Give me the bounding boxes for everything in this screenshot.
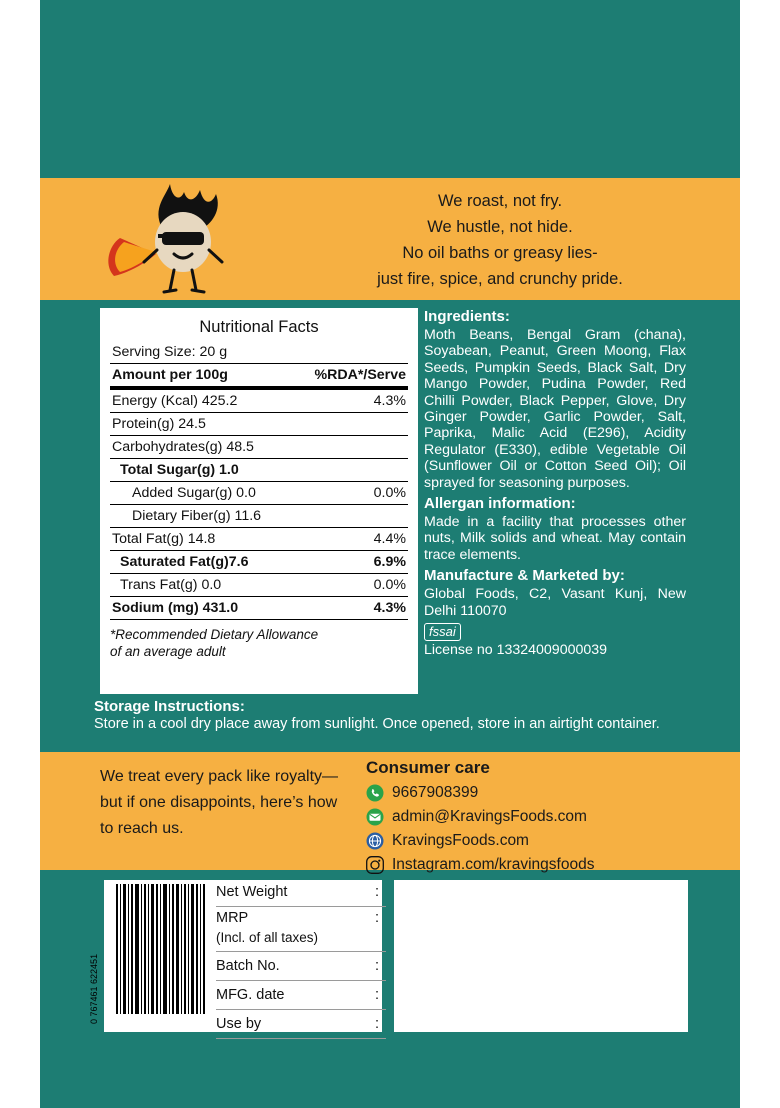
ingredients-block — [424, 308, 686, 491]
footnote-line-2: of an average adult — [110, 644, 226, 659]
nutrient-label: Protein(g) 24.5 — [110, 413, 313, 436]
field-label: Batch No. — [216, 958, 280, 974]
fssai-logo: fssai — [424, 623, 461, 641]
consumer-care-message: We treat every pack like royalty—but if one disappoints, here’s how to reach us. — [100, 768, 339, 837]
fssai-license-number: License no 13324009000039 — [424, 642, 608, 659]
field-colon: : — [374, 1016, 380, 1032]
nutrient-value: 6.9% — [313, 551, 408, 574]
contact-instagram-row[interactable] — [366, 853, 706, 877]
field-mfg-date — [216, 981, 386, 1010]
table-row — [110, 436, 408, 459]
ingredients-title: Ingredients: — [424, 308, 510, 325]
field-colon: : — [374, 958, 380, 974]
product-detail-fields — [216, 878, 386, 1039]
field-label: MFG. date — [216, 987, 285, 1003]
nutrient-label: Carbohydrates(g) 48.5 — [110, 436, 313, 459]
nutrient-value — [313, 505, 408, 528]
nutrient-value — [313, 436, 408, 459]
field-colon: : — [374, 910, 380, 926]
storage-instructions-block — [94, 698, 686, 733]
allergen-text: Made in a facility that processes other nuts, Milk solids and wheat. May contain trace elements. — [424, 514, 686, 563]
contact-phone-row[interactable] — [366, 781, 706, 805]
nutrition-footnote — [110, 626, 408, 660]
field-colon: : — [374, 884, 380, 900]
tagline-text — [280, 188, 720, 292]
table-row — [110, 388, 408, 413]
field-batch-no — [216, 952, 386, 981]
field-use-by — [216, 1010, 386, 1039]
nutrient-label: Added Sugar(g) 0.0 — [110, 482, 313, 505]
field-label: Net Weight — [216, 884, 288, 900]
table-row — [110, 528, 408, 551]
consumer-care-details — [366, 758, 706, 877]
nutrition-facts-panel — [100, 308, 418, 694]
field-mrp — [216, 907, 386, 952]
consumer-care-title: Consumer care — [366, 758, 490, 777]
manufacturer-title: Manufacture & Marketed by: — [424, 567, 625, 585]
field-label: MRP — [216, 910, 249, 926]
table-row — [110, 574, 408, 597]
footnote-line-1: *Recommended Dietary Allowance — [110, 627, 319, 642]
serving-size: Serving Size: 20 g — [110, 341, 408, 364]
table-row — [110, 597, 408, 620]
nutrient-label: Dietary Fiber(g) 11.6 — [110, 505, 313, 528]
instagram-handle: Instagram.com/kravingsfoods — [392, 856, 595, 873]
nutrient-label: Saturated Fat(g)7.6 — [110, 551, 313, 574]
manufacturer-address: Global Foods, C2, Vasant Kunj, New Delhi 110070 — [424, 586, 686, 619]
nutrient-value: 4.3% — [313, 597, 408, 620]
table-row — [110, 459, 408, 482]
table-row — [110, 551, 408, 574]
nutrient-label: Total Fat(g) 14.8 — [110, 528, 313, 551]
nutrition-header-amount: Amount per 100g — [110, 364, 313, 389]
ingredients-text: Moth Beans, Bengal Gram (chana), Soyabean, Peanut, Green Moong, Flax Seeds, Pumpkin Seeds, Black Salt, Dry Mango Powder, Pudina Powder, Red Chilli Powder, Black Pepper, Glove, Dry Ginger Powder, Garlic Powder, Salt, Paprika, Malic Acid (E296), Acidity Regulator (E330), edible Vegetable Oil (Sunflower Oil or Cotton Seed Oil); Oil sprayed for seasoning purposes. — [424, 327, 686, 491]
nutrient-value: 4.3% — [313, 388, 408, 413]
instagram-icon — [366, 856, 384, 874]
tagline-line-2: We hustle, not hide. — [427, 218, 573, 236]
nutrient-value — [313, 413, 408, 436]
serving-size-row — [110, 341, 408, 364]
field-net-weight — [216, 878, 386, 907]
nutrient-value — [313, 459, 408, 482]
nutrient-label: Energy (Kcal) 425.2 — [110, 388, 313, 413]
tagline-line-3: No oil baths or greasy lies- — [402, 244, 598, 262]
nutrition-table — [110, 341, 408, 620]
email-icon — [366, 808, 384, 826]
nutrient-value: 4.4% — [313, 528, 408, 551]
storage-title: Storage Instructions: — [94, 698, 245, 715]
table-row — [110, 413, 408, 436]
mascot-illustration — [100, 180, 275, 300]
storage-text: Store in a cool dry place away from sunlight. Once opened, store in an airtight container. — [94, 716, 660, 732]
manufacturer-block — [424, 567, 686, 658]
barcode-number — [89, 886, 114, 1026]
field-sublabel: (Incl. of all taxes) — [216, 930, 319, 945]
table-row — [110, 505, 408, 528]
tagline-line-4: just fire, spice, and crunchy pride. — [377, 270, 623, 288]
product-information-column — [424, 308, 686, 663]
allergen-block — [424, 495, 686, 563]
contact-email-row[interactable] — [366, 805, 706, 829]
contact-website-row[interactable] — [366, 829, 706, 853]
nutrient-label: Sodium (mg) 431.0 — [110, 597, 313, 620]
nutrient-value: 0.0% — [313, 482, 408, 505]
globe-icon — [366, 832, 384, 850]
nutrient-label: Total Sugar(g) 1.0 — [110, 459, 313, 482]
allergen-title: Allergan information: — [424, 495, 576, 513]
table-row — [110, 482, 408, 505]
barcode-number-text: 0 767461 622451 — [89, 953, 99, 1024]
barcode — [112, 884, 206, 1014]
nutrient-label: Trans Fat(g) 0.0 — [110, 574, 313, 597]
field-label: Use by — [216, 1016, 262, 1032]
nutrition-title: Nutritional Facts — [199, 318, 319, 336]
nutrition-header-row — [110, 364, 408, 389]
blank-info-box — [394, 880, 688, 1032]
phone-number: 9667908399 — [392, 784, 479, 801]
phone-icon — [366, 784, 384, 802]
nutrition-header-rda: %RDA*/Serve — [313, 364, 408, 389]
tagline-line-1: We roast, not fry. — [437, 192, 563, 210]
website-url: KravingsFoods.com — [392, 832, 529, 849]
field-colon: : — [374, 987, 380, 1003]
nutrient-value: 0.0% — [313, 574, 408, 597]
email-address: admin@KravingsFoods.com — [392, 808, 587, 825]
